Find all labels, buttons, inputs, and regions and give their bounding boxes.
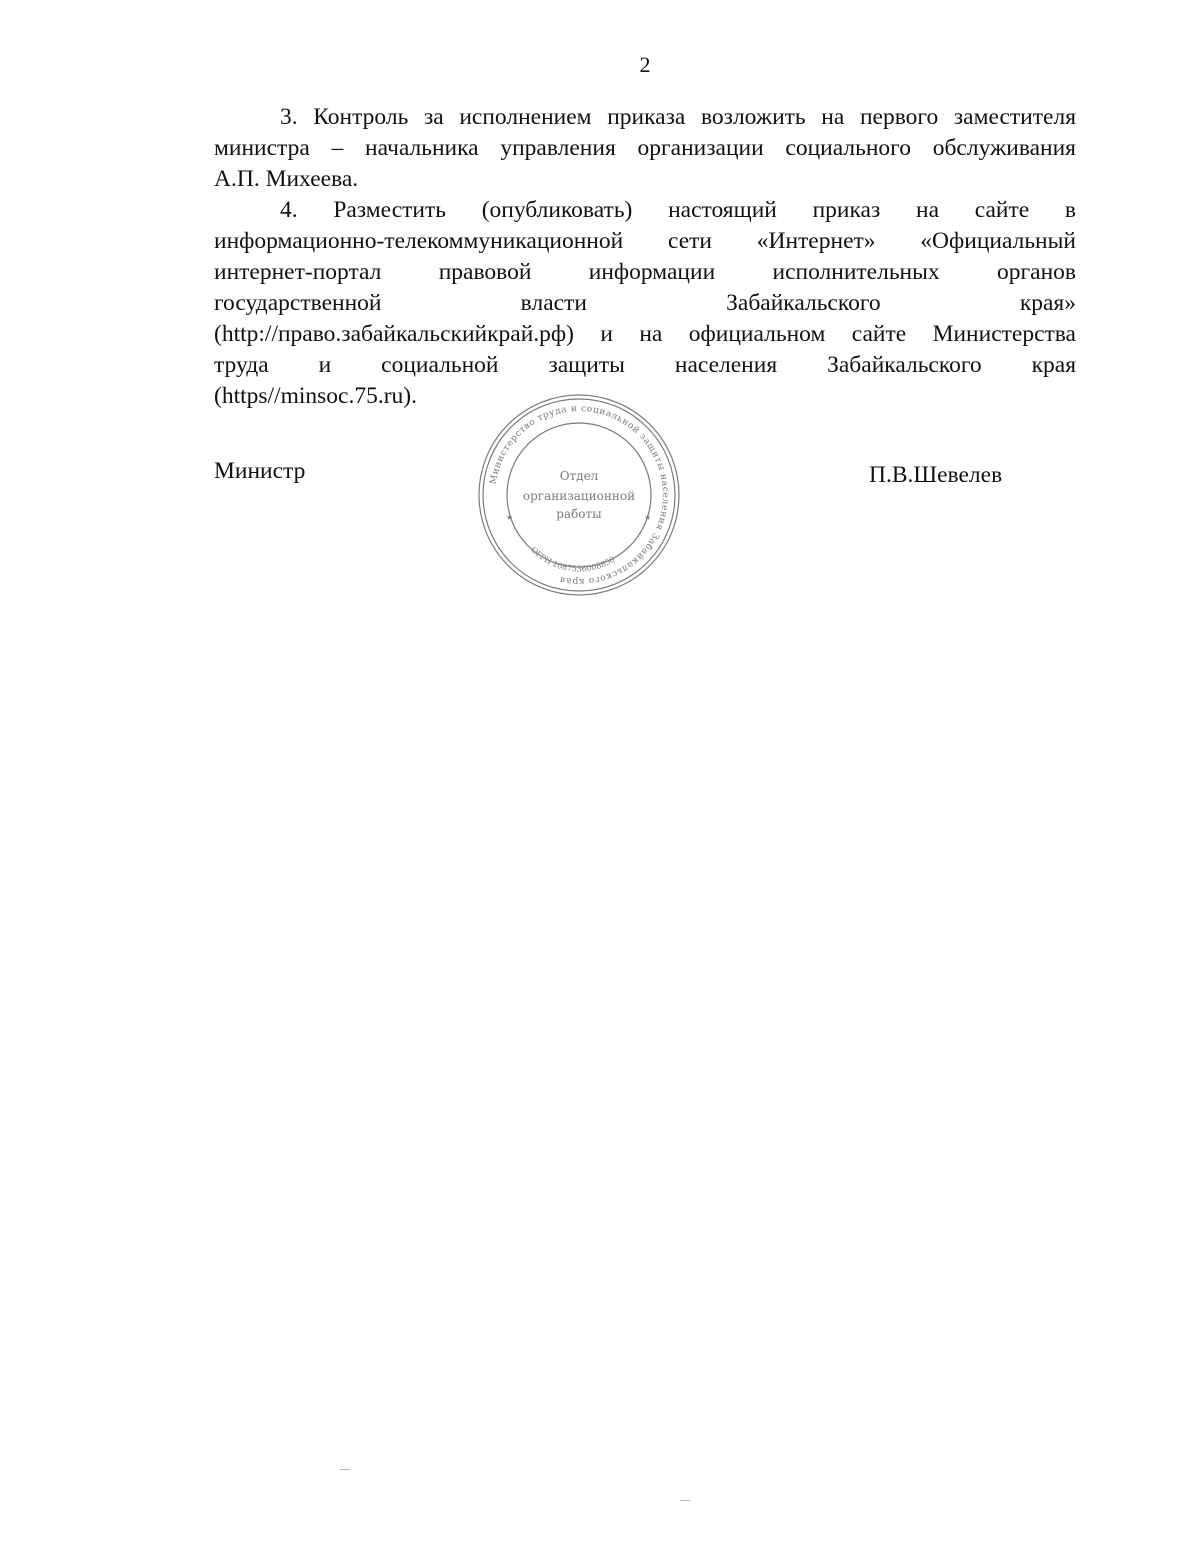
paragraph-line: государственной власти Забайкальского края»: [214, 290, 1076, 316]
paragraph-line: труда и социальной защиты населения Забайкальского края: [214, 352, 1076, 378]
paragraph-4: [214, 195, 1076, 412]
stamp-center-line: работы: [556, 507, 602, 521]
scan-artifact: [340, 1469, 350, 1470]
stamp-star-icon: ★: [506, 513, 514, 522]
scan-artifact: [680, 1500, 690, 1501]
signature-title: Министр: [214, 458, 306, 484]
paragraph-line: министра – начальника управления организации социального обслуживания: [214, 135, 1076, 161]
paragraph-line: 4. Разместить (опубликовать) настоящий приказ на сайте в: [280, 197, 1076, 223]
stamp-center-line: организационной: [522, 489, 636, 503]
stamp-star-icon: ★: [644, 513, 652, 522]
paragraph-3: [214, 102, 1076, 195]
page-number: 2: [639, 52, 651, 77]
stamp-center-line: Отдел: [559, 469, 599, 483]
signature-name: П.В.Шевелев: [869, 462, 1003, 488]
paragraph-line: (https//minsoc.75.ru).: [214, 383, 417, 409]
paragraph-line: информационно-телекоммуникационной сети «Интернет» «Официальный: [214, 228, 1076, 254]
official-stamp: [476, 392, 682, 598]
paragraph-line: (http://право.забайкальскийкрай.рф) и на официальном сайте Министерства: [214, 321, 1076, 347]
paragraph-line: А.П. Михеева.: [214, 166, 359, 192]
paragraph-line: интернет-портал правовой информации исполнительных органов: [214, 259, 1076, 285]
paragraph-line: 3. Контроль за исполнением приказа возложить на первого заместителя: [280, 104, 1076, 130]
document-body: [214, 102, 1076, 412]
stamp-outer-text: Министерство труда и социальной защиты населения Забайкальского края: [488, 403, 671, 587]
stamp-bottom-text: ОГРН 1087536008850: [528, 545, 617, 574]
